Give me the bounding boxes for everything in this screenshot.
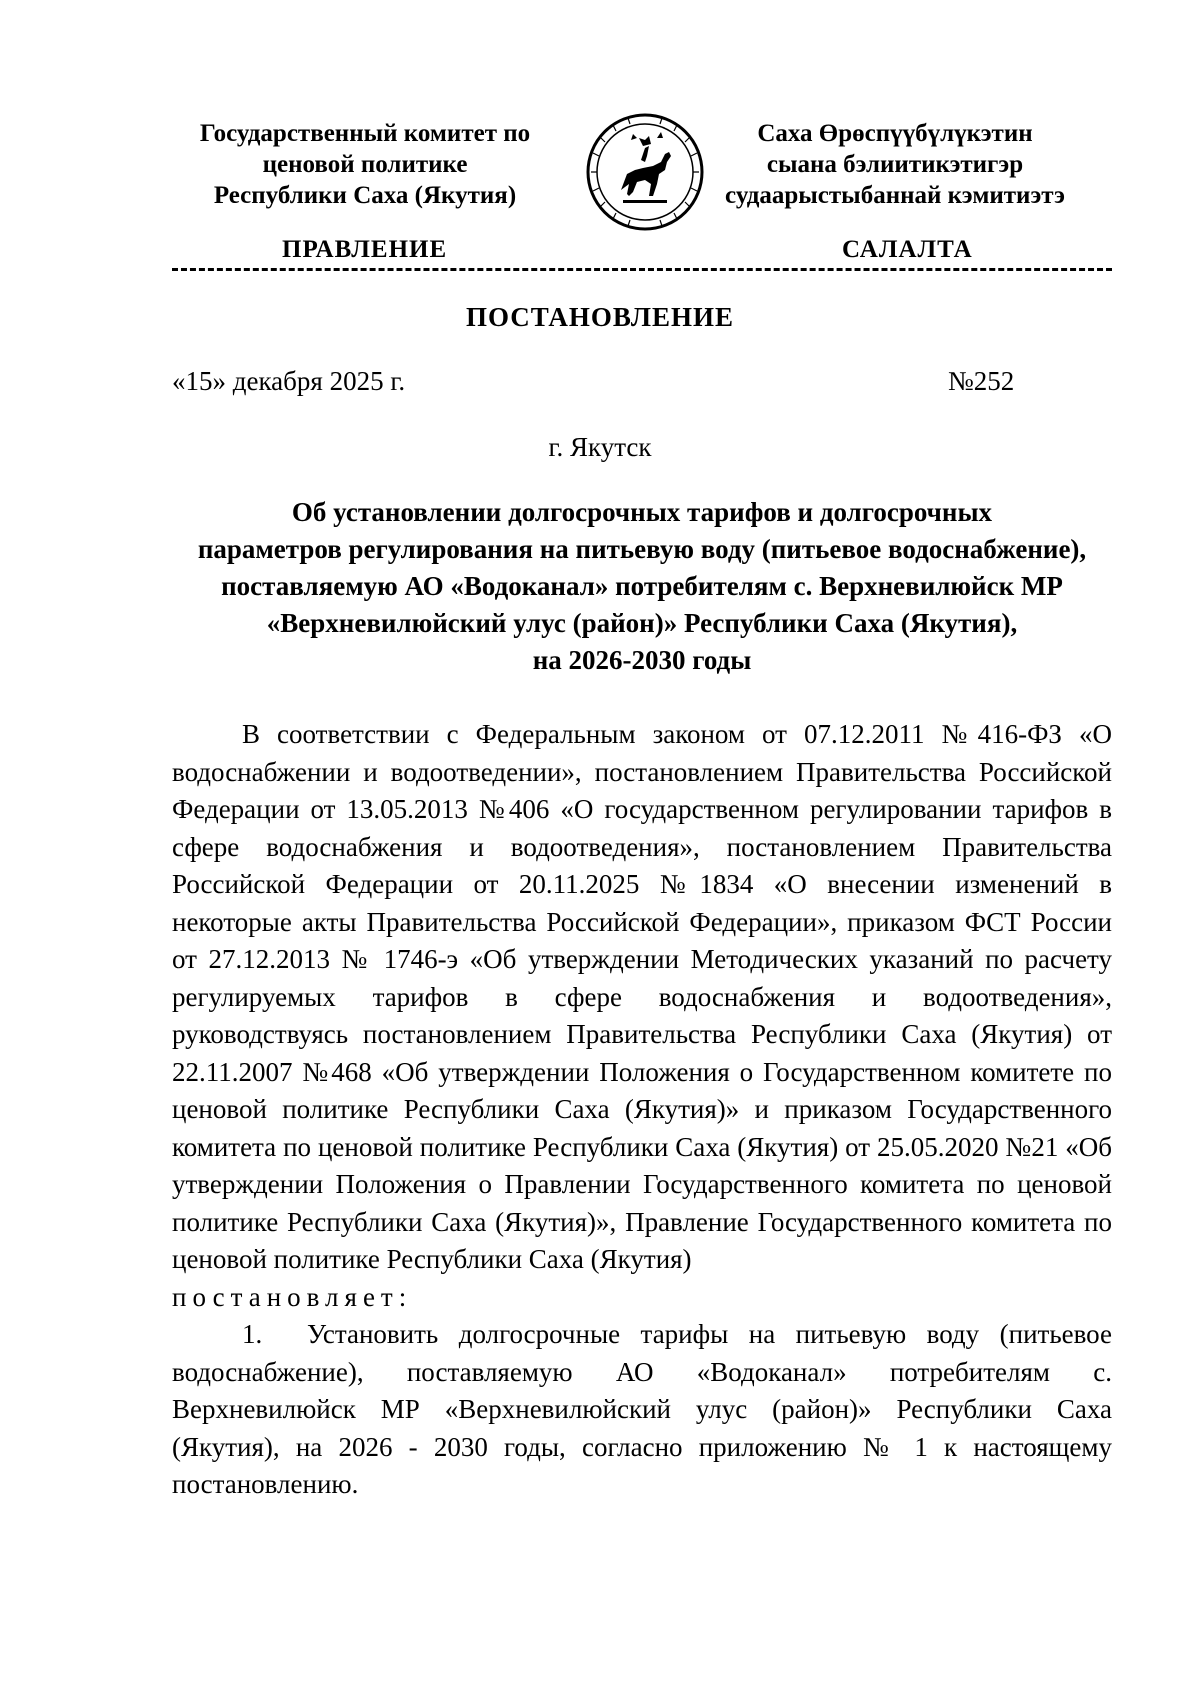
letterhead-russian-line: Республики Саха (Якутия) (213, 182, 517, 209)
subject-line: «Верхневилюйский улус (район)» Республики Саха (Якутия), (266, 608, 1018, 638)
letterhead-russian (170, 118, 560, 211)
preamble-text: В соответствии с Федеральным законом от 07.12.2011 №416-ФЗ «О водоснабжении и водоотведении», постановлением Правительства Российской Федерации от 13.05.2013 №406 «О государственном регулировании тарифов в сфере водоснабжения и водоотведения», постановлением Правительства Российской Федерации от 20.11.2025 №1834 «О внесении изменений в некоторые акты Правительства Российской Федерации», приказом ФСТ России от 27.12.2013 № 1746-э «Об утверждении Методических указаний по расчету регулируемых тарифов в сфере водоснабжения и водоотведения», руководствуясь постановлением Правительства Республики Саха (Якутия) от 22.11.2007 №468 «Об утверждении Положения о Государственном комитете по ценовой политике Республики Саха (Якутия)» и приказом Государственного комитета по ценовой политике Республики Саха (Якутия) от 25.05.2020 №21 «Об утверждении Положения о Правлении Государственного комитета по ценовой политике Республики Саха (Якутия)», Правление Государственного комитета по ценовой политике Республики Саха (Якутия) (172, 719, 1112, 1274)
letterhead-yakut-line: сыана бэлиитикэтигэр (766, 151, 1024, 178)
letterhead-russian-line: ценовой политике (262, 151, 468, 178)
list-item-text: Установить долгосрочные тарифы на питьевую воду (питьевое водоснабжение), поставляемую АО «Водоканал» потребителям с. Верхневилюйск МР «Верхневилюйский улус (район)» Республики Саха (Якутия), на 2026 - 2030 годы, согласно приложению № 1 к настоящему постановлению. (172, 1319, 1112, 1499)
letterhead-yakut-line: Саха Өрөспүүбүлүкэтин (757, 120, 1033, 147)
preamble-paragraph (172, 716, 1112, 1279)
document-body (172, 716, 1112, 1504)
coat-of-arms-icon (583, 112, 707, 232)
letterhead-russian-line: Государственный комитет по (199, 120, 531, 147)
board-title-russian: ПРАВЛЕНИЕ (282, 236, 448, 263)
board-title-yakut: САЛАЛТА (842, 236, 973, 263)
subject-line: Об установлении долгосрочных тарифов и долгосрочных (291, 497, 993, 527)
document-subject (172, 494, 1112, 679)
separator-line (172, 268, 1112, 271)
list-item-number: 1. (242, 1319, 263, 1349)
document-city: г. Якутск (548, 432, 652, 462)
letterhead-yakut (700, 118, 1090, 211)
letterhead-yakut-line: судаарыстыбаннай кэмитиэтэ (725, 182, 1065, 209)
document-type-title: ПОСТАНОВЛЕНИЕ (465, 302, 735, 332)
subject-line: на 2026-2030 годы (532, 645, 752, 675)
subject-line: поставляемую АО «Водоканал» потребителям с. Верхневилюйск МР (221, 571, 1063, 601)
list-item (172, 1316, 1112, 1504)
document-number: №252 (948, 366, 1015, 396)
document-date: «15» декабря 2025 г. (172, 366, 406, 396)
resolves-word: постановляет: (172, 1281, 413, 1312)
subject-line: параметров регулирования на питьевую воду (питьевое водоснабжение), (197, 534, 1087, 564)
